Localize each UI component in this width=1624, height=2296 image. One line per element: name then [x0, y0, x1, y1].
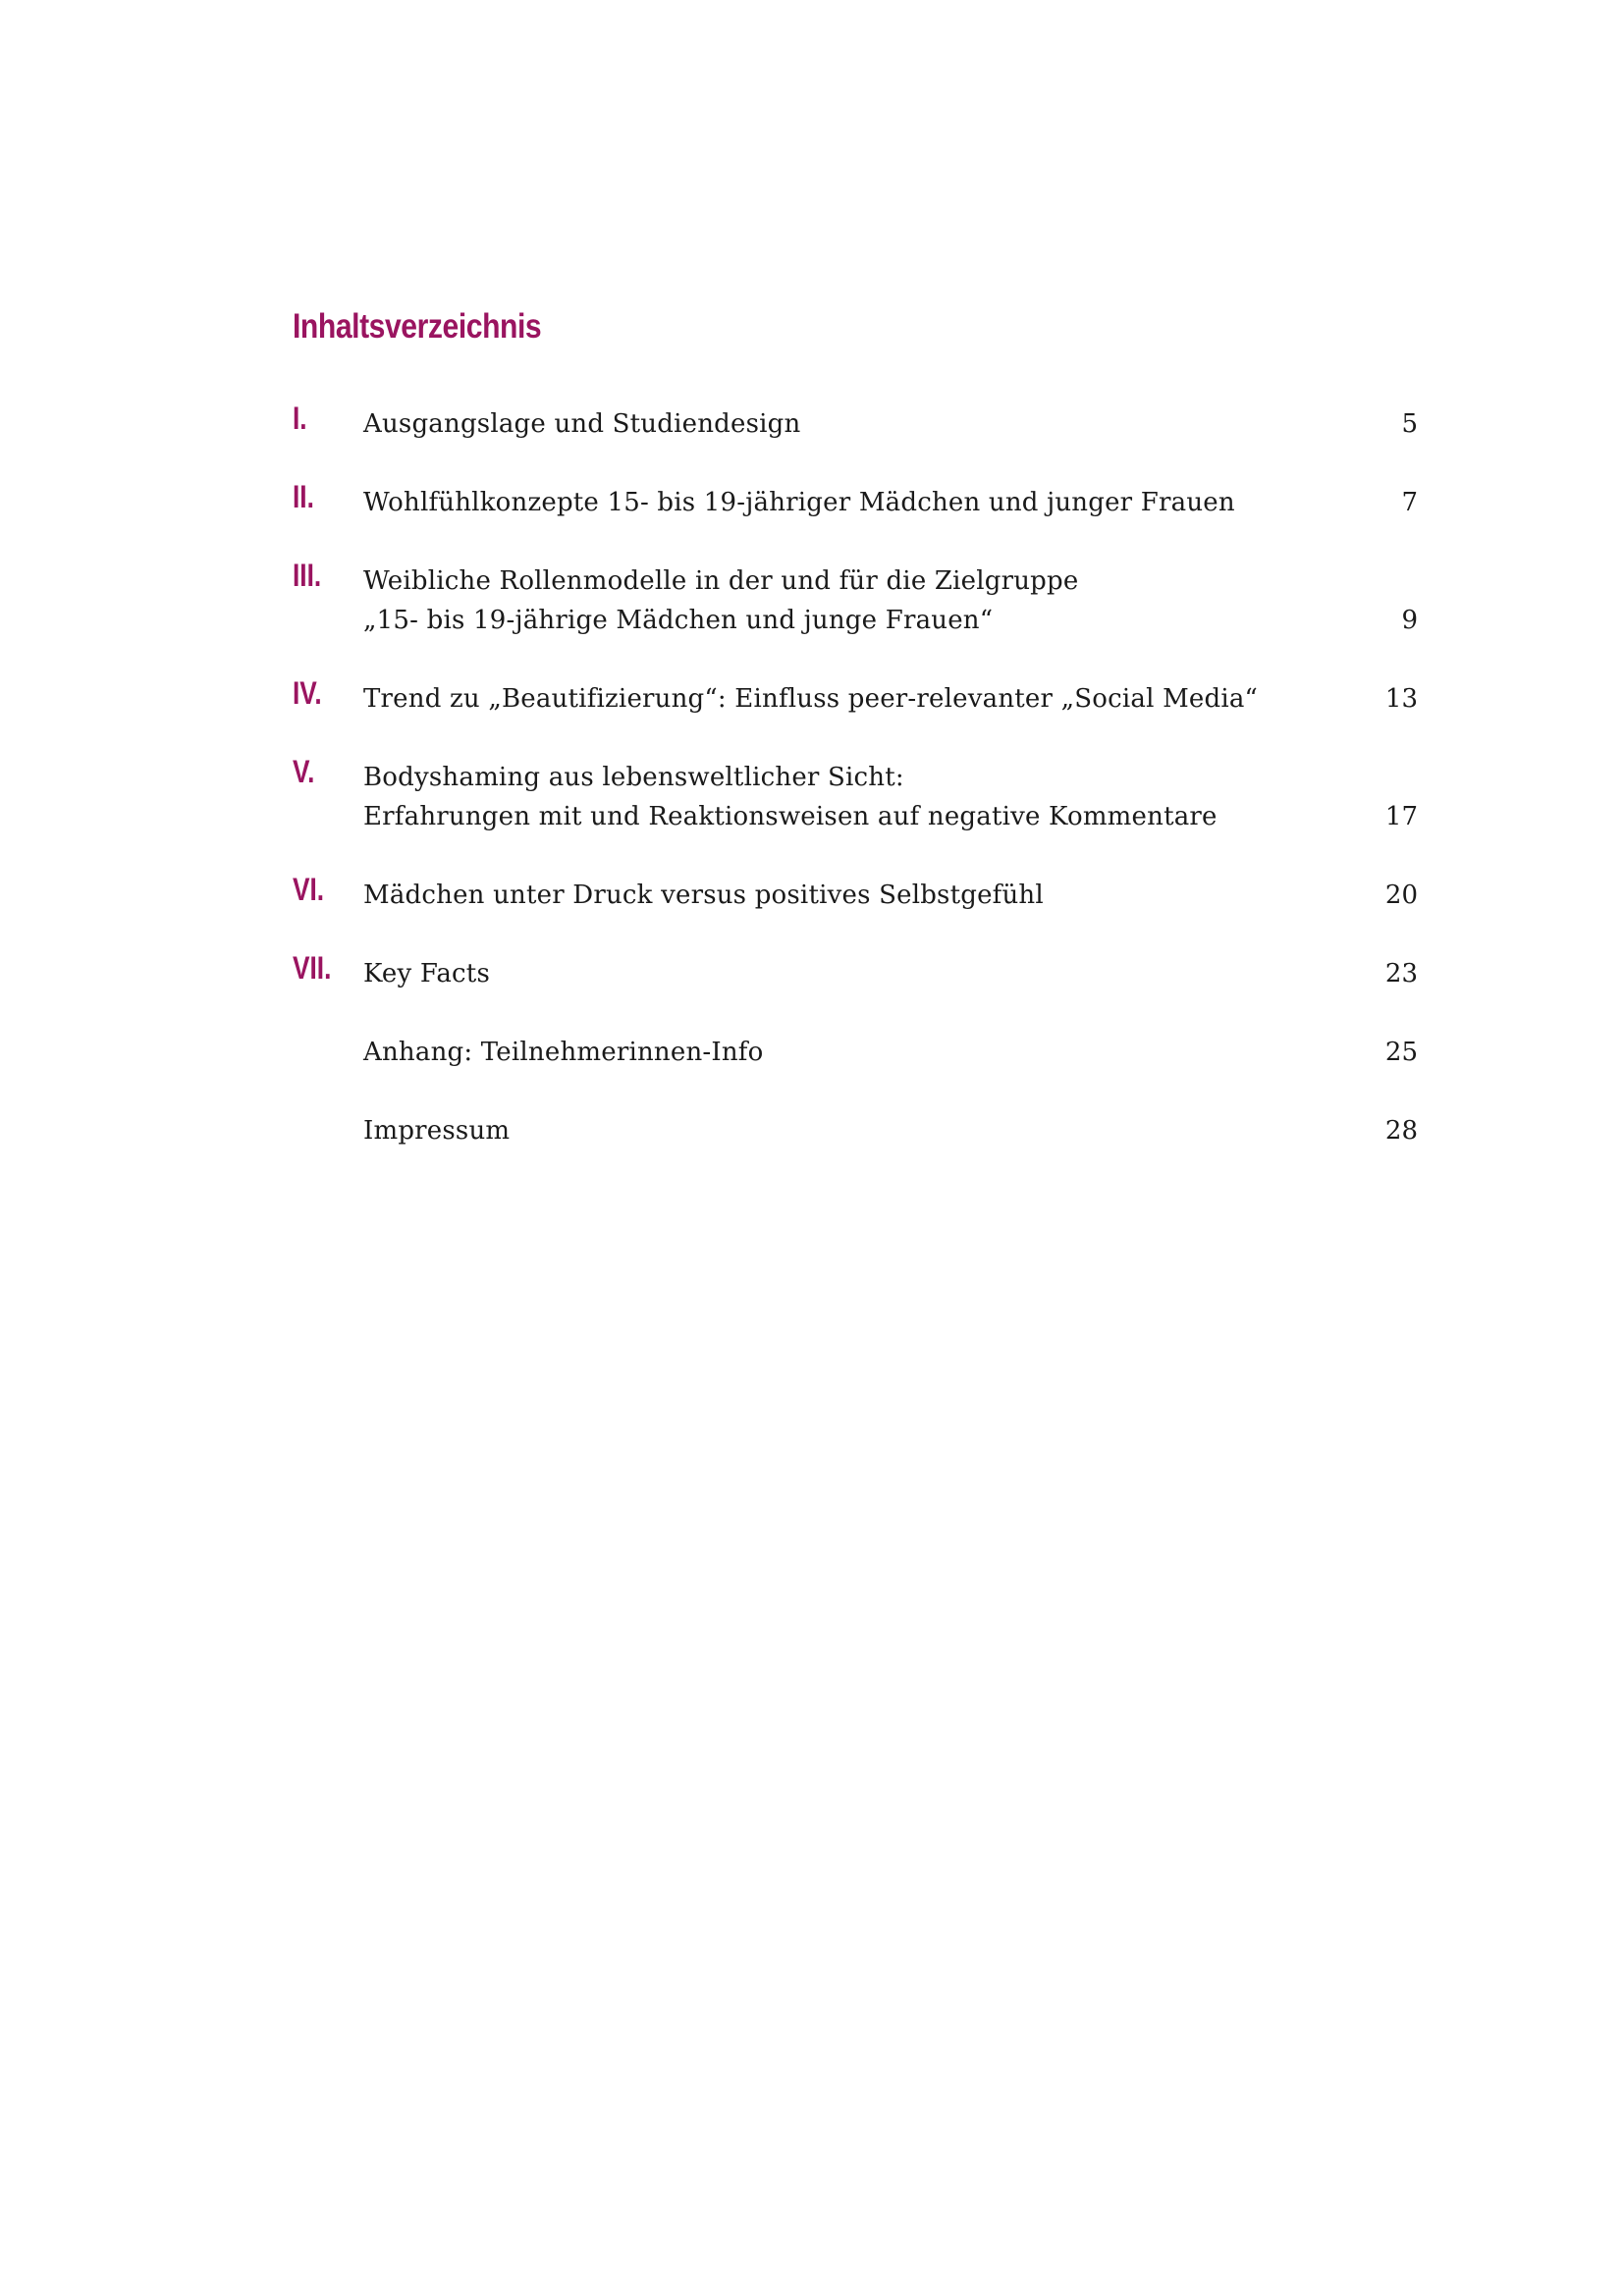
table-of-contents — [293, 400, 1418, 1190]
toc-entry-page-number: 20 — [1384, 881, 1418, 910]
toc-entry-title — [363, 561, 1329, 640]
toc-entry[interactable] — [293, 1111, 1418, 1150]
toc-entry[interactable] — [293, 400, 1418, 444]
toc-entry-title-line: Weibliche Rollenmodelle in der und für die Zielgruppe — [363, 566, 1079, 596]
toc-entry-title — [363, 404, 1329, 444]
toc-entry-title — [363, 876, 1329, 915]
toc-entry-number: V. — [293, 754, 315, 789]
toc-entry-page-number: 5 — [1401, 409, 1418, 439]
toc-entry-title-line: Key Facts — [363, 959, 490, 988]
toc-entry[interactable] — [293, 479, 1418, 522]
toc-entry-title-line: Ausgangslage und Studiendesign — [363, 409, 801, 439]
toc-entry[interactable] — [293, 754, 1418, 836]
toc-entry-page-number: 17 — [1384, 802, 1418, 831]
toc-entry[interactable] — [293, 950, 1418, 993]
toc-entry-title — [363, 1033, 1329, 1072]
toc-entry[interactable] — [293, 558, 1418, 640]
toc-entry-number: I. — [293, 400, 307, 436]
toc-entry-page-number: 13 — [1384, 684, 1418, 714]
toc-entry-title-line: Erfahrungen mit und Reaktionsweisen auf negative Kommentare — [363, 802, 1218, 831]
toc-entry-title-line: Anhang: Teilnehmerinnen-Info — [363, 1038, 764, 1067]
toc-entry-title-line: „15- bis 19-jährige Mädchen und junge Frauen“ — [363, 606, 994, 635]
toc-entry-title — [363, 679, 1329, 719]
toc-entry-number: IV. — [293, 675, 322, 711]
toc-entry-number: VII. — [293, 950, 332, 986]
toc-entry-page-number: 7 — [1401, 488, 1418, 517]
toc-entry-title — [363, 954, 1329, 993]
toc-entry[interactable] — [293, 1033, 1418, 1072]
toc-entry-title — [363, 758, 1329, 836]
toc-entry-title-line: Mädchen unter Druck versus positives Selbstgefühl — [363, 881, 1044, 910]
toc-entry-title-line: Bodyshaming aus lebensweltlicher Sicht: — [363, 763, 904, 792]
toc-entry[interactable] — [293, 675, 1418, 719]
toc-entry-page-number: 25 — [1384, 1038, 1418, 1067]
toc-entry-page-number: 28 — [1384, 1116, 1418, 1146]
toc-entry-title — [363, 1111, 1329, 1150]
toc-entry-number: III. — [293, 558, 322, 593]
toc-entry-title-line: Wohlfühlkonzepte 15- bis 19-jähriger Mädchen und junger Frauen — [363, 488, 1235, 517]
toc-entry[interactable] — [293, 872, 1418, 915]
toc-entry-title — [363, 483, 1329, 522]
toc-entry-page-number: 9 — [1401, 606, 1418, 635]
toc-entry-title-line: Trend zu „Beautifizierung“: Einfluss peer-relevanter „Social Media“ — [363, 684, 1259, 714]
toc-entry-number: VI. — [293, 872, 325, 907]
page-title: Inhaltsverzeichnis — [293, 307, 542, 347]
toc-entry-title-line: Impressum — [363, 1116, 511, 1146]
toc-entry-page-number: 23 — [1384, 959, 1418, 988]
toc-entry-number: II. — [293, 479, 314, 514]
